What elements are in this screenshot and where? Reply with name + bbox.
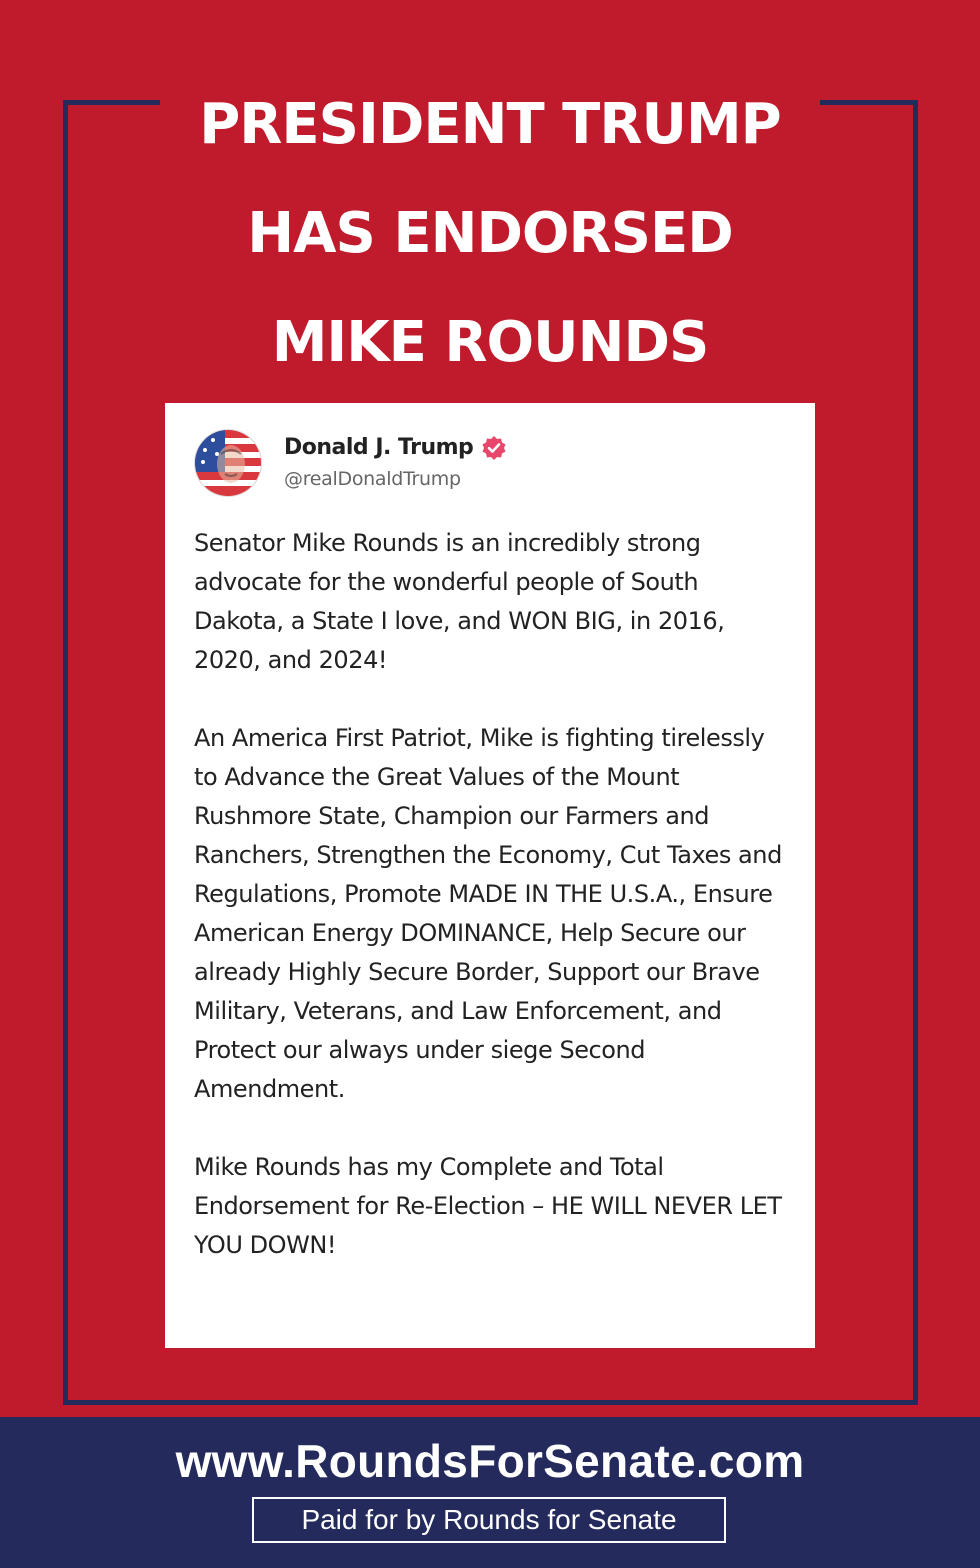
post-paragraph-2: An America First Patriot, Mike is fighting tirelessly to Advance the Great Values of the Mount Rushmore State, Champion our Farmers and Ranchers, Strengthen the Economy, Cut Taxes and Regulations, Promote MADE IN THE U.S.A., Ensure American Energy DOMINANCE, Help Secure our already Highly Secure Border, Support our Brave Military, Veterans, and Law Enforcement, and Protect our always under siege Second Amendment. — [194, 724, 782, 1103]
footer — [0, 1417, 980, 1568]
post-author — [284, 435, 507, 490]
verified-badge-icon — [481, 435, 507, 461]
headline-line-1: PRESIDENT TRUMP — [199, 92, 781, 157]
handle: @realDonaldTrump — [284, 467, 461, 490]
website-url[interactable]: www.RoundsForSenate.com — [175, 1435, 805, 1487]
post-body — [194, 524, 787, 1265]
post-paragraph-1: Senator Mike Rounds is an incredibly strong advocate for the wonderful people of South Dakota, a State I love, and WON BIG, in 2016, 2020, and 2024! — [194, 529, 725, 674]
paid-for-disclaimer: Paid for by Rounds for Senate — [252, 1497, 726, 1543]
display-name-row — [284, 435, 507, 461]
avatar — [194, 429, 262, 497]
post-paragraph-3: Mike Rounds has my Complete and Total Endorsement for Re-Election – HE WILL NEVER LET YOU DOWN! — [194, 1153, 782, 1259]
headline-line-3: MIKE ROUNDS — [271, 310, 709, 375]
post-card — [165, 403, 815, 1348]
headline-line-2: HAS ENDORSED — [247, 201, 733, 266]
headline — [160, 70, 820, 397]
post-header — [194, 430, 787, 496]
display-name: Donald J. Trump — [284, 435, 474, 460]
